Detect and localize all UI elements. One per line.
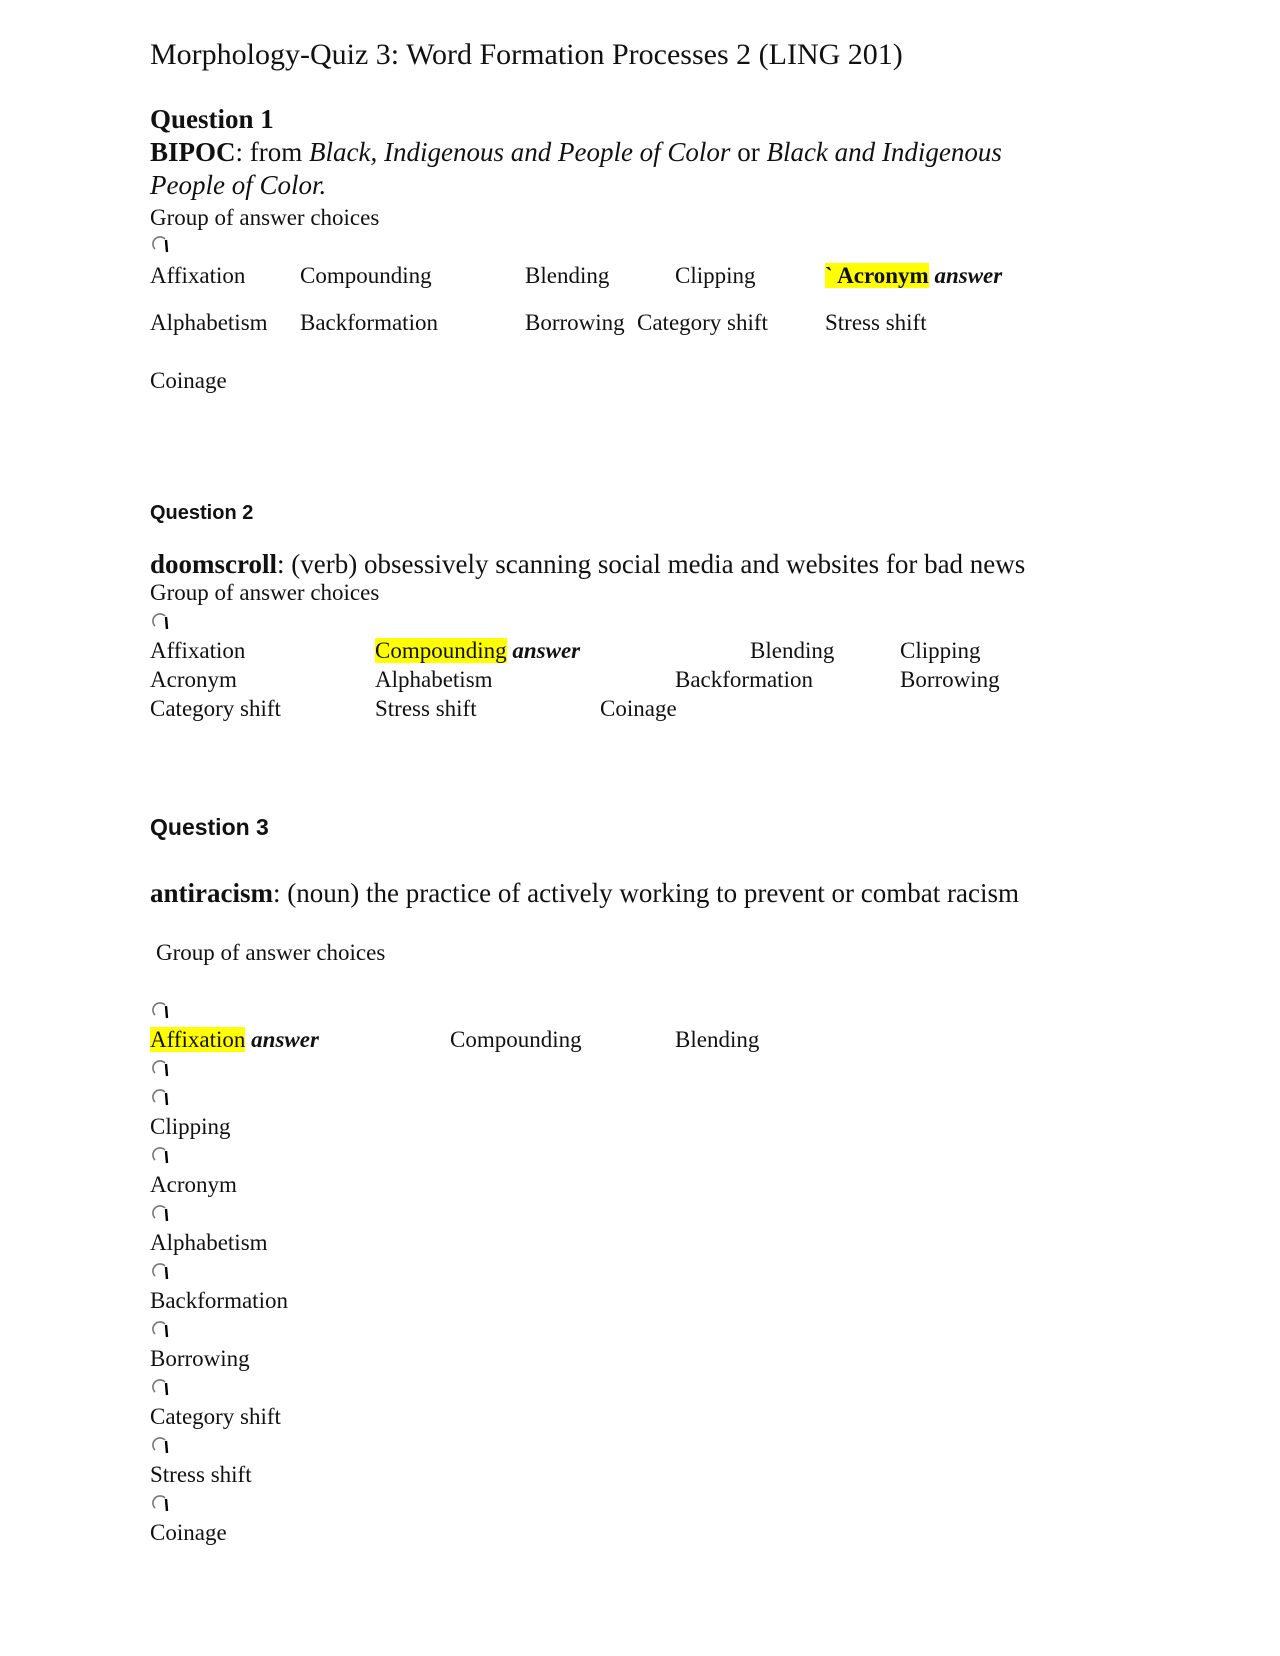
q2-option-alphabetism[interactable]: Alphabetism: [375, 667, 493, 692]
question-2-heading: Question 2: [150, 502, 254, 524]
question-1-definition-line-2: [150, 170, 326, 201]
q2-option-affixation[interactable]: Affixation: [150, 638, 246, 663]
page-title: Morphology-Quiz 3: Word Formation Processes 2 (LING 201): [150, 38, 903, 71]
q1-option-compounding[interactable]: Compounding: [300, 263, 432, 288]
question-2-term: doomscroll: [150, 549, 277, 579]
q2-option-compounding-label: Compounding: [375, 638, 507, 663]
q1-option-clipping[interactable]: Clipping: [675, 263, 756, 288]
q3-option-borrowing[interactable]: Borrowing: [150, 1346, 250, 1371]
q2-option-clipping[interactable]: Clipping: [900, 638, 981, 663]
question-3-definition: [150, 878, 1019, 909]
question-3-group-label: Group of answer choices: [156, 940, 386, 965]
question-1-def-sep: : from: [235, 137, 310, 167]
q3-option-alphabetism[interactable]: Alphabetism: [150, 1230, 268, 1255]
q3-option-stress-shift[interactable]: Stress shift: [150, 1462, 252, 1487]
question-3-definition-text: : (noun) the practice of actively working to prevent or combat racism: [272, 878, 1019, 908]
radio-button-icon[interactable]: [152, 1263, 170, 1281]
q1-option-borrowing[interactable]: Borrowing: [525, 310, 625, 335]
radio-button-icon[interactable]: [152, 1437, 170, 1455]
radio-button-icon[interactable]: [152, 1205, 170, 1223]
q1-option-category-shift[interactable]: Category shift: [637, 310, 768, 335]
q2-option-acronym[interactable]: Acronym: [150, 667, 237, 692]
radio-button-icon[interactable]: [152, 1379, 170, 1397]
question-2-definition-text: : (verb) obsessively scanning social media and websites for bad news: [277, 549, 1026, 579]
radio-button-icon[interactable]: [152, 236, 170, 254]
q1-option-backformation[interactable]: Backformation: [300, 310, 438, 335]
backtick-mark: `: [825, 263, 833, 288]
radio-button-icon[interactable]: [152, 1060, 170, 1078]
answer-marker: answer: [251, 1027, 319, 1052]
q1-option-acronym-label: Acronym: [837, 263, 929, 288]
q1-option-coinage[interactable]: Coinage: [150, 368, 227, 393]
q1-option-stress-shift[interactable]: Stress shift: [825, 310, 927, 335]
q3-option-affixation[interactable]: [150, 1027, 319, 1053]
radio-button-icon[interactable]: [152, 1147, 170, 1165]
question-1-definition: [150, 137, 1002, 168]
question-3-heading: Question 3: [150, 814, 269, 840]
q2-option-compounding[interactable]: [375, 638, 580, 664]
question-2-group-label: Group of answer choices: [150, 580, 380, 605]
q2-option-category-shift[interactable]: Category shift: [150, 696, 281, 721]
q1-option-alphabetism[interactable]: Alphabetism: [150, 310, 268, 335]
question-1-term: BIPOC: [150, 137, 236, 167]
question-1-def-italic-2a: Black and Indigenous: [766, 137, 1002, 167]
q1-option-blending[interactable]: Blending: [525, 263, 610, 288]
q3-option-acronym[interactable]: Acronym: [150, 1172, 237, 1197]
q2-option-backformation[interactable]: Backformation: [675, 667, 813, 692]
question-1-group-label: Group of answer choices: [150, 205, 380, 230]
question-1-def-or: or: [730, 137, 767, 167]
question-1-def-italic-2b: People of Color: [150, 170, 320, 200]
q3-option-coinage[interactable]: Coinage: [150, 1520, 227, 1545]
q3-option-category-shift[interactable]: Category shift: [150, 1404, 281, 1429]
question-3-term: antiracism: [150, 878, 273, 908]
q3-option-compounding[interactable]: Compounding: [450, 1027, 582, 1052]
radio-button-icon[interactable]: [152, 1321, 170, 1339]
question-2-definition: [150, 549, 1025, 580]
question-1-def-end: .: [319, 170, 327, 200]
question-1-def-italic-1: Black, Indigenous and People of Color: [309, 137, 731, 167]
q3-option-backformation[interactable]: Backformation: [150, 1288, 288, 1313]
q3-option-blending[interactable]: Blending: [675, 1027, 760, 1052]
radio-button-icon[interactable]: [152, 1002, 170, 1020]
answer-marker: answer: [512, 638, 581, 663]
q1-option-affixation[interactable]: Affixation: [150, 263, 246, 288]
q2-option-coinage[interactable]: Coinage: [600, 696, 677, 721]
q2-option-stress-shift[interactable]: Stress shift: [375, 696, 477, 721]
radio-button-icon[interactable]: [152, 1089, 170, 1107]
radio-button-icon[interactable]: [152, 1495, 170, 1513]
answer-marker: answer: [934, 263, 1003, 288]
question-1-heading: Question 1: [150, 104, 274, 134]
q3-option-affixation-label: Affixation: [150, 1027, 246, 1052]
q1-option-acronym[interactable]: [825, 263, 1002, 289]
q2-option-blending[interactable]: Blending: [750, 638, 835, 663]
q2-option-borrowing[interactable]: Borrowing: [900, 667, 1000, 692]
q3-option-clipping[interactable]: Clipping: [150, 1114, 231, 1139]
radio-button-icon[interactable]: [152, 613, 170, 631]
